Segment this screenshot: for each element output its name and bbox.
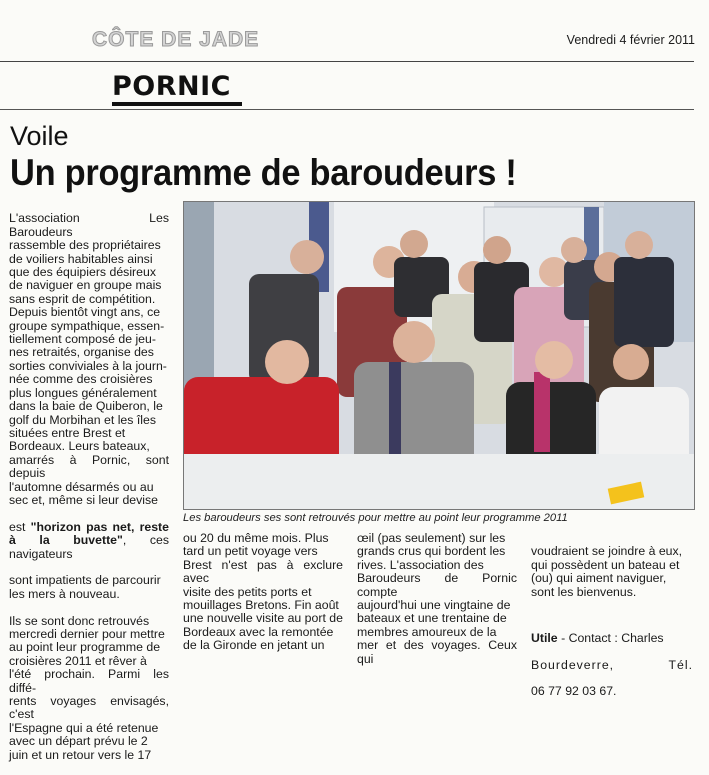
text-line: Bordeaux avec la remontée	[183, 624, 334, 639]
text-line: mer et des voyages. Ceux qui	[357, 638, 517, 666]
text-line: ou 20 du même mois. Plus	[183, 531, 329, 545]
text-line: grands crus qui bordent les	[357, 544, 506, 559]
text-line: Baroudeurs de Pornic compte	[357, 571, 517, 599]
contact-phone: 06 77 92 03 67.	[531, 684, 617, 699]
tel-label: Tél.	[668, 657, 693, 672]
text-line: sont les bienvenus.	[531, 584, 637, 599]
text-line: voudraient se joindre à eux,	[531, 544, 683, 559]
text-line: Bordeaux. Leurs bateaux,	[9, 439, 150, 454]
masthead: CÔTE DE JADE	[92, 28, 260, 51]
text-line: sorties conviviales à la journ-	[9, 358, 167, 373]
text-line: une nouvelle visite au port de	[183, 611, 343, 626]
text-line: croisières 2011 et rêver à	[9, 653, 147, 668]
text-line: Ils se sont donc retrouvés	[9, 613, 150, 628]
contact-name: Bourdeverre,	[531, 657, 615, 672]
article-column-3	[357, 532, 517, 666]
group-photo-illustration	[184, 202, 694, 509]
text-line: rents voyages envisagés, c'est	[9, 694, 169, 722]
utile-contact: - Contact : Charles	[557, 630, 664, 645]
text-line: qui possèdent un bateau et	[531, 557, 680, 572]
text-line: mercredi dernier pour mettre	[9, 627, 165, 641]
text-line: tard un petit voyage vers	[183, 544, 318, 559]
text-line: mouillages Bretons. Fin août	[183, 598, 339, 613]
photo-caption: Les baroudeurs ses sont retrouvés pour mettre au point leur programme 2011	[183, 512, 568, 524]
article-column-4	[531, 532, 693, 726]
text-line: sec et, même si leur devise	[9, 492, 158, 507]
text-line: bateaux et une trentaine de	[357, 611, 507, 626]
text-line: née comme des croisières	[9, 372, 153, 387]
text-line: de voiliers habitables ainsi	[9, 251, 153, 266]
text-line: groupe sympathique, essen-	[9, 318, 165, 333]
contact-info	[531, 618, 693, 712]
text-line: sont impatients de parcourir	[9, 573, 161, 588]
col1-after-quote: , ces navigateurs	[9, 533, 169, 561]
article-column-2	[183, 532, 343, 653]
text-line: visite des petits ports et	[183, 584, 312, 599]
text-line: plus longues généralement	[9, 385, 157, 400]
text-line: au point leur programme de	[9, 640, 161, 655]
text-line: l'été prochain. Parmi les diffé-	[9, 667, 169, 695]
text-line: amarrés à Pornic, sont depuis	[9, 452, 169, 481]
section-rule	[0, 109, 694, 110]
section-underline	[112, 102, 242, 106]
text-line: golf du Morbihan et les îles	[9, 412, 156, 427]
col1-quote-line	[9, 521, 169, 561]
text-line: œil (pas seulement) sur les	[357, 531, 506, 545]
article-column-1	[9, 199, 169, 775]
text-line: les mers à nouveau.	[9, 586, 120, 601]
text-line: de naviguer en groupe mais	[9, 278, 162, 293]
article-kicker: Voile	[10, 121, 69, 151]
text-line: aujourd'hui une vingtaine de	[357, 598, 511, 613]
col4-body	[531, 545, 693, 599]
section-title: PORNIC	[112, 71, 231, 102]
text-line: rassemble des propriétaires	[9, 238, 161, 253]
text-line: rives. L'association des	[357, 557, 484, 572]
text-line: situées entre Brest et	[9, 425, 126, 440]
motto-quote: "horizon pas net, reste à la buvette"	[9, 519, 169, 548]
utile-label: Utile	[531, 630, 558, 645]
text-line: (ou) qui aiment naviguer,	[531, 571, 667, 586]
text-line: membres amoureux de la	[357, 624, 497, 639]
text-line: Depuis bientôt vingt ans, ce	[9, 305, 161, 320]
text-line: nes retraités, organise des	[9, 345, 154, 360]
issue-date: Vendredi 4 février 2011	[566, 33, 695, 47]
text-line: sans esprit de compétition.	[9, 291, 156, 306]
col1-continued	[9, 615, 169, 762]
text-line: que des équipiers désireux	[9, 265, 156, 280]
text-line: Brest n'est pas à exclure avec	[183, 557, 343, 586]
col1-quote-pre: est	[9, 519, 31, 534]
text-line: tiellement composé de jeu-	[9, 332, 156, 347]
header-rule	[0, 61, 694, 62]
col1-tail	[9, 574, 169, 601]
text-line: l'Espagne qui a été retenue	[9, 720, 159, 735]
text-line: juin et un retour vers le 17	[9, 747, 152, 762]
text-line: avec un départ prévu le 2	[9, 734, 148, 749]
article-headline: Un programme de baroudeurs !	[10, 152, 517, 193]
text-line: l'automne désarmés ou au	[9, 479, 154, 494]
text-line: dans la baie de Quiberon, le	[9, 399, 163, 414]
group-photo	[183, 201, 695, 510]
text-line: L'association Les Baroudeurs	[9, 211, 169, 239]
text-line: de la Gironde en jetant un	[183, 638, 325, 653]
col1-body	[9, 212, 169, 507]
